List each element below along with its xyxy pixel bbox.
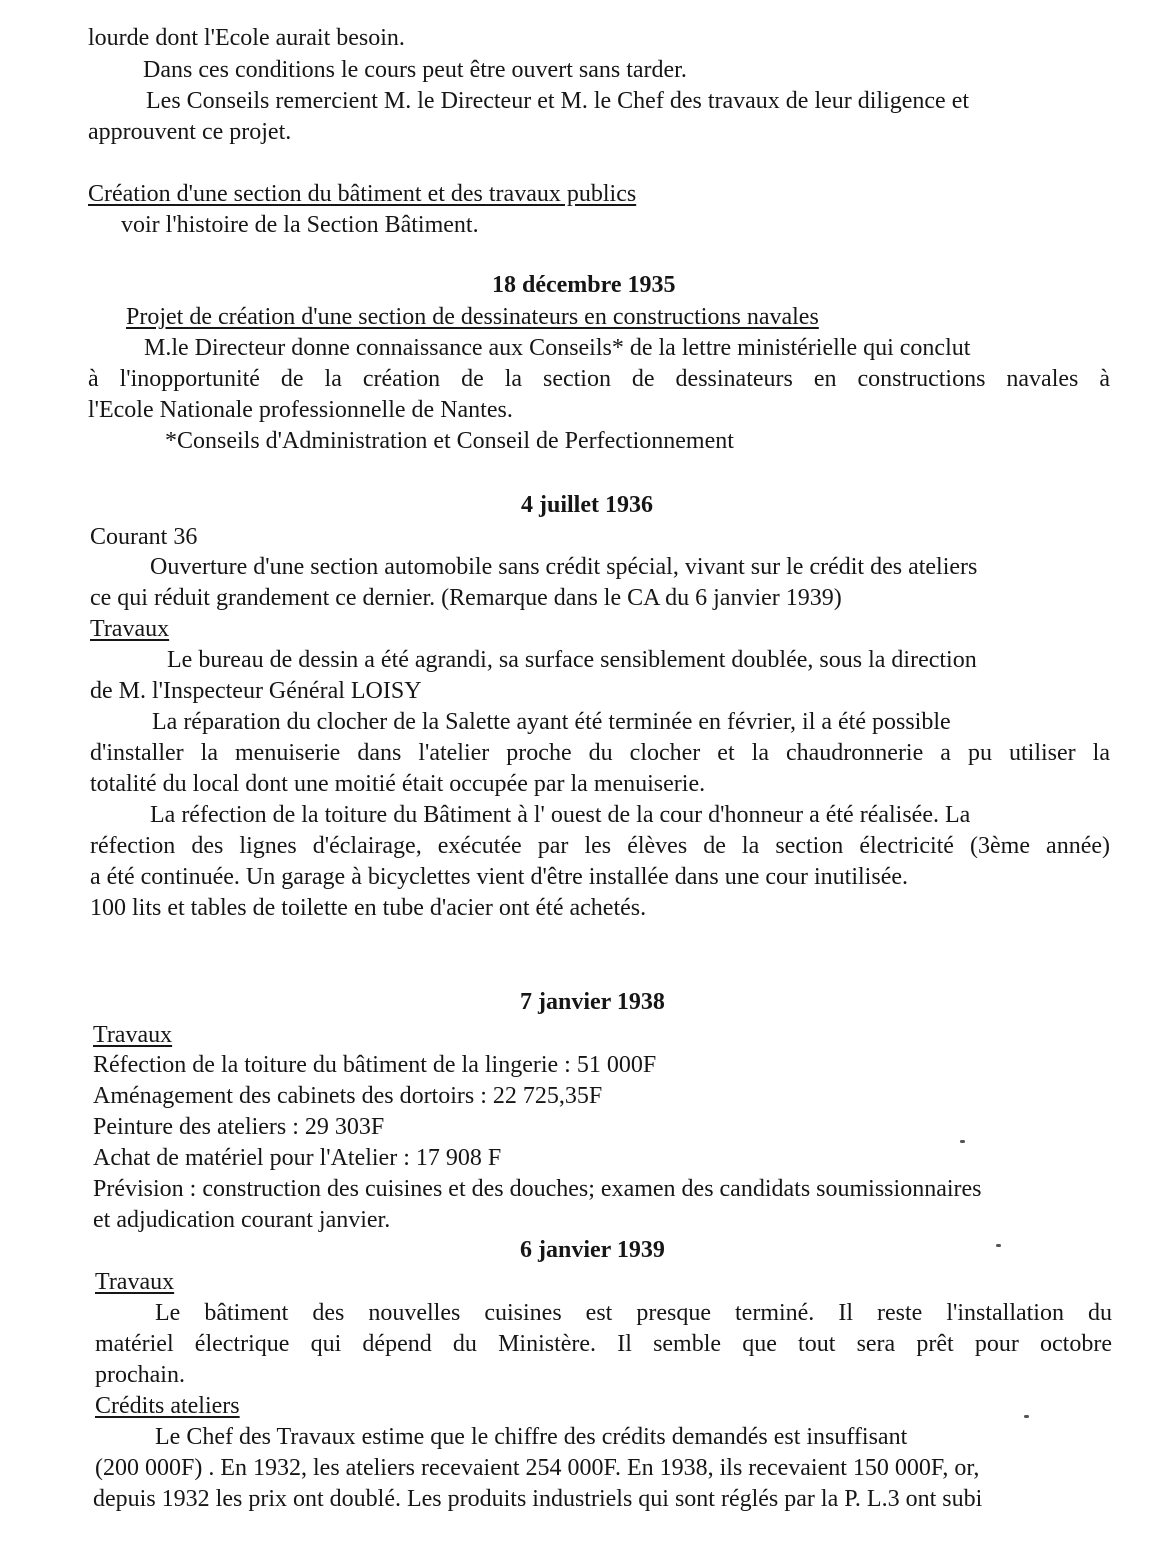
text-line: Réfection de la toiture du bâtiment de la lingerie : 51 000F [93,1052,657,1078]
text-line: Peinture des ateliers : 29 303F [93,1114,385,1140]
section-heading: Crédits ateliers [95,1393,240,1419]
section-heading: Création d'une section du bâtiment et des travaux publics [88,181,637,207]
text-line: réfection des lignes d'éclairage, exécutée par les élèves de la section électricité (3ème année) [90,833,1110,859]
text-line: 100 lits et tables de toilette en tube d'acier ont été achetés. [90,895,647,921]
text-line: Ouverture d'une section automobile sans crédit spécial, vivant sur le crédit des ateliers [150,554,978,580]
text-line: totalité du local dont une moitié était occupée par la menuiserie. [90,771,706,797]
text-line: Le bureau de dessin a été agrandi, sa surface sensiblement doublée, sous la direction [167,647,977,673]
date-heading: 7 janvier 1938 [520,989,665,1015]
text-line: et adjudication courant janvier. [93,1207,391,1233]
text-line: M.le Directeur donne connaissance aux Conseils* de la lettre ministérielle qui conclut [144,335,971,361]
date-heading: 4 juillet 1936 [521,492,653,518]
text-line: l'Ecole Nationale professionnelle de Nantes. [88,397,513,423]
text-line: Achat de matériel pour l'Atelier : 17 908 F [93,1145,502,1171]
scan-speck [960,1140,965,1143]
text-line: Les Conseils remercient M. le Directeur et M. le Chef des travaux de leur diligence et [146,88,970,114]
text-line: prochain. [95,1362,185,1388]
section-heading: Travaux [90,616,170,642]
text-line: à l'inopportunité de la création de la section de dessinateurs en constructions navales à [88,366,1110,392]
text-line: depuis 1932 les prix ont doublé. Les produits industriels qui sont réglés par la P. L.3 ont subi [93,1486,983,1512]
text-line: Aménagement des cabinets des dortoirs : 22 725,35F [93,1083,603,1109]
footnote: *Conseils d'Administration et Conseil de Perfectionnement [165,428,734,454]
section-heading: Travaux [95,1269,175,1295]
text-line: Le Chef des Travaux estime que le chiffre des crédits demandés est insuffisant [155,1424,908,1450]
text-line: approuvent ce projet. [88,119,292,145]
section-heading: Travaux [93,1022,173,1048]
date-heading: 6 janvier 1939 [520,1237,665,1263]
text-line: Le bâtiment des nouvelles cuisines est presque terminé. Il reste l'installation du [155,1300,1112,1326]
text-line: La réfection de la toiture du Bâtiment à l' ouest de la cour d'honneur a été réalisée. La [150,802,971,828]
section-heading: Projet de création d'une section de dessinateurs en constructions navales [126,304,819,330]
text-line: de M. l'Inspecteur Général LOISY [90,678,422,704]
text-line: Courant 36 [90,524,198,550]
text-line: Dans ces conditions le cours peut être ouvert sans tarder. [143,57,687,83]
text-line: lourde dont l'Ecole aurait besoin. [88,25,405,51]
text-line: Prévision : construction des cuisines et des douches; examen des candidats soumissionnaires [93,1176,982,1202]
text-line: matériel électrique qui dépend du Ministère. Il semble que tout sera prêt pour octobre [95,1331,1112,1357]
text-line: ce qui réduit grandement ce dernier. (Remarque dans le CA du 6 janvier 1939) [90,585,842,611]
text-line: voir l'histoire de la Section Bâtiment. [121,212,479,238]
date-heading: 18 décembre 1935 [492,272,676,298]
scan-speck [1024,1415,1029,1418]
scan-speck [996,1244,1001,1247]
text-line: La réparation du clocher de la Salette ayant été terminée en février, il a été possible [152,709,951,735]
text-line: a été continuée. Un garage à bicyclettes vient d'être installée dans une cour inutilisée. [90,864,908,890]
text-line: (200 000F) . En 1932, les ateliers recevaient 254 000F. En 1938, ils recevaient 150 000F, or, [95,1455,980,1481]
text-line: d'installer la menuiserie dans l'atelier proche du clocher et la chaudronnerie a pu utiliser la [90,740,1110,766]
